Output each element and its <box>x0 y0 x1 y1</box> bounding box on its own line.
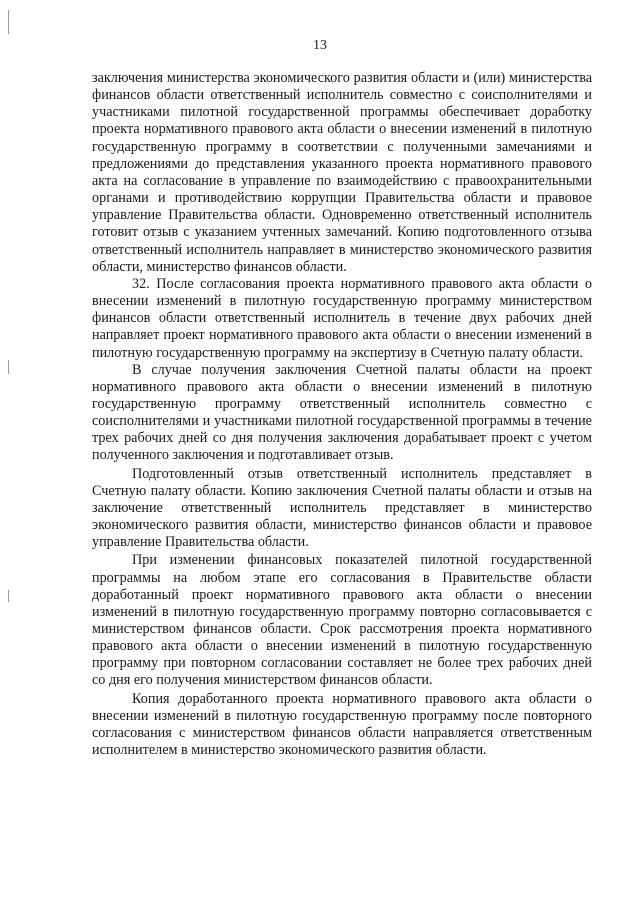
page-number: 13 <box>313 38 327 53</box>
paragraph: При изменении финансовых показателей пилотной государственной программы на любом этапе его согласования в Правительстве области доработанный проект нормативного правового акта области о внесении изменений в пилотную государственную программу повторно согласовывается с министерством финансов области. Срок рассмотрения проекта нормативного правового акта области о внесении изменений в пилотную государственную программу при повторном согласовании составляет не более трех рабочих дней со дня его получения министерством финансов области. <box>92 552 592 689</box>
paragraph: 32. После согласования проекта нормативного правового акта области о внесении изменений в пилотную государственную программу министерством финансов области ответственный исполнитель в течение двух рабочих дней направляет проект нормативного правового акта области о внесении изменений в пилотную государственную программу на экспертизу в Счетную палату области. <box>92 275 592 361</box>
paragraph: Копия доработанного проекта нормативного правового акта области о внесении изменений в пилотную государственную программу после повторного согласования с министерством финансов области направляется ответственным исполнителем в министерство экономического развития области. <box>92 690 592 759</box>
paragraph: В случае получения заключения Счетной палаты области на проект нормативного правового акта области о внесении изменений в пилотную государственную программу ответственный исполнитель совместно с соисполнителями и участниками пилотной государственной программы в течение трех рабочих дней со дня получения заключения дорабатывает проект с учетом полученного заключения и подготавливает отзыв. <box>92 361 592 464</box>
paragraph: заключения министерства экономического развития области и (или) министерства финансов области ответственный исполнитель совместно с соисполнителями и участниками пилотной государственной программы обеспечивает доработку проекта нормативного правового акта области о внесении изменений в пилотную государственную программу в соответствии с полученными замечаниями и предложениями до представления указанного проекта нормативного правового акта на согласование в управление по взаимодействию с правоохранительными органами и противодействию коррупции Правительства области и правовое управление Правительства области. Одновременно ответственный исполнитель готовит отзыв с указанием учтенных замечаний. Копию подготовленного отзыва ответственный исполнитель направляет в министерство экономического развития области, министерство финансов области. <box>92 70 592 275</box>
scan-edge-mark <box>8 360 9 374</box>
scan-edge-mark <box>8 590 9 602</box>
paragraph: Подготовленный отзыв ответственный исполнитель представляет в Счетную палату области. Копию заключения Счетной палаты области и отзыв на заключение ответственный исполнитель представляет в министерство экономического развития области, министерство финансов области и правовое управление Правительства области. <box>92 465 592 551</box>
document-body <box>92 70 592 759</box>
scan-edge-mark <box>8 10 9 34</box>
